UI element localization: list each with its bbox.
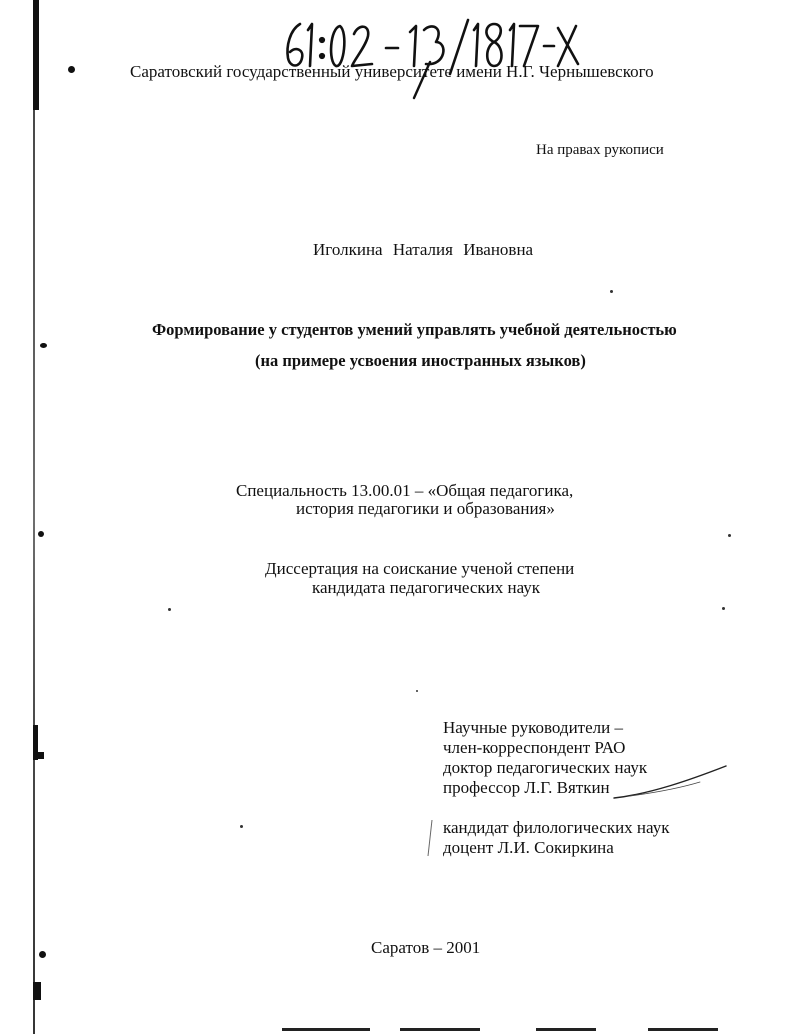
edge-mark	[40, 343, 47, 348]
edge-mark	[68, 66, 75, 73]
scan-speck	[722, 607, 725, 610]
edge-mark	[35, 752, 44, 759]
advisor-1-name: профессор Л.Г. Вяткин	[443, 778, 610, 797]
author-name: Иголкина Наталия Ивановна	[313, 240, 534, 259]
margin-mark	[424, 818, 438, 858]
edge-mark	[38, 531, 44, 537]
scan-speck	[168, 608, 171, 611]
bottom-scan-rule	[536, 1028, 596, 1031]
degree-line: кандидата педагогических наук	[312, 578, 541, 597]
dissertation-title: Формирование у студентов умений управлять учебной деятельностью	[152, 320, 677, 339]
advisor-2-degree: кандидат филологических наук	[443, 818, 670, 837]
bottom-scan-rule	[400, 1028, 480, 1031]
bottom-scan-rule	[282, 1028, 370, 1031]
scan-binding-edge	[33, 0, 35, 1034]
edge-mark	[39, 951, 46, 958]
advisor-2-name: доцент Л.И. Сокиркина	[443, 838, 614, 857]
scan-speck	[240, 825, 243, 828]
scan-speck	[728, 534, 731, 537]
scan-speck	[610, 290, 613, 293]
signature-stroke	[610, 762, 730, 802]
bottom-scan-rule	[648, 1028, 718, 1031]
scan-speck	[416, 690, 418, 692]
advisor-1-degree: доктор педагогических наук	[443, 758, 648, 777]
degree-line: Диссертация на соискание ученой степени	[265, 559, 575, 578]
specialty-line: история педагогики и образования»	[296, 499, 555, 518]
advisors-heading: Научные руководители –	[443, 718, 623, 737]
specialty-line: Специальность 13.00.01 – «Общая педагогика,	[236, 481, 574, 500]
dissertation-subtitle: (на примере усвоения иностранных языков)	[255, 351, 586, 370]
edge-mark	[33, 982, 41, 1000]
edge-mark	[33, 0, 39, 110]
university-name: Саратовский государственный университете имени Н.Г. Чернышевского	[130, 62, 654, 81]
city-and-year: Саратов – 2001	[371, 938, 481, 957]
advisor-1-title: член-корреспондент РАО	[443, 738, 626, 757]
manuscript-rights-note: На правах рукописи	[536, 142, 664, 158]
